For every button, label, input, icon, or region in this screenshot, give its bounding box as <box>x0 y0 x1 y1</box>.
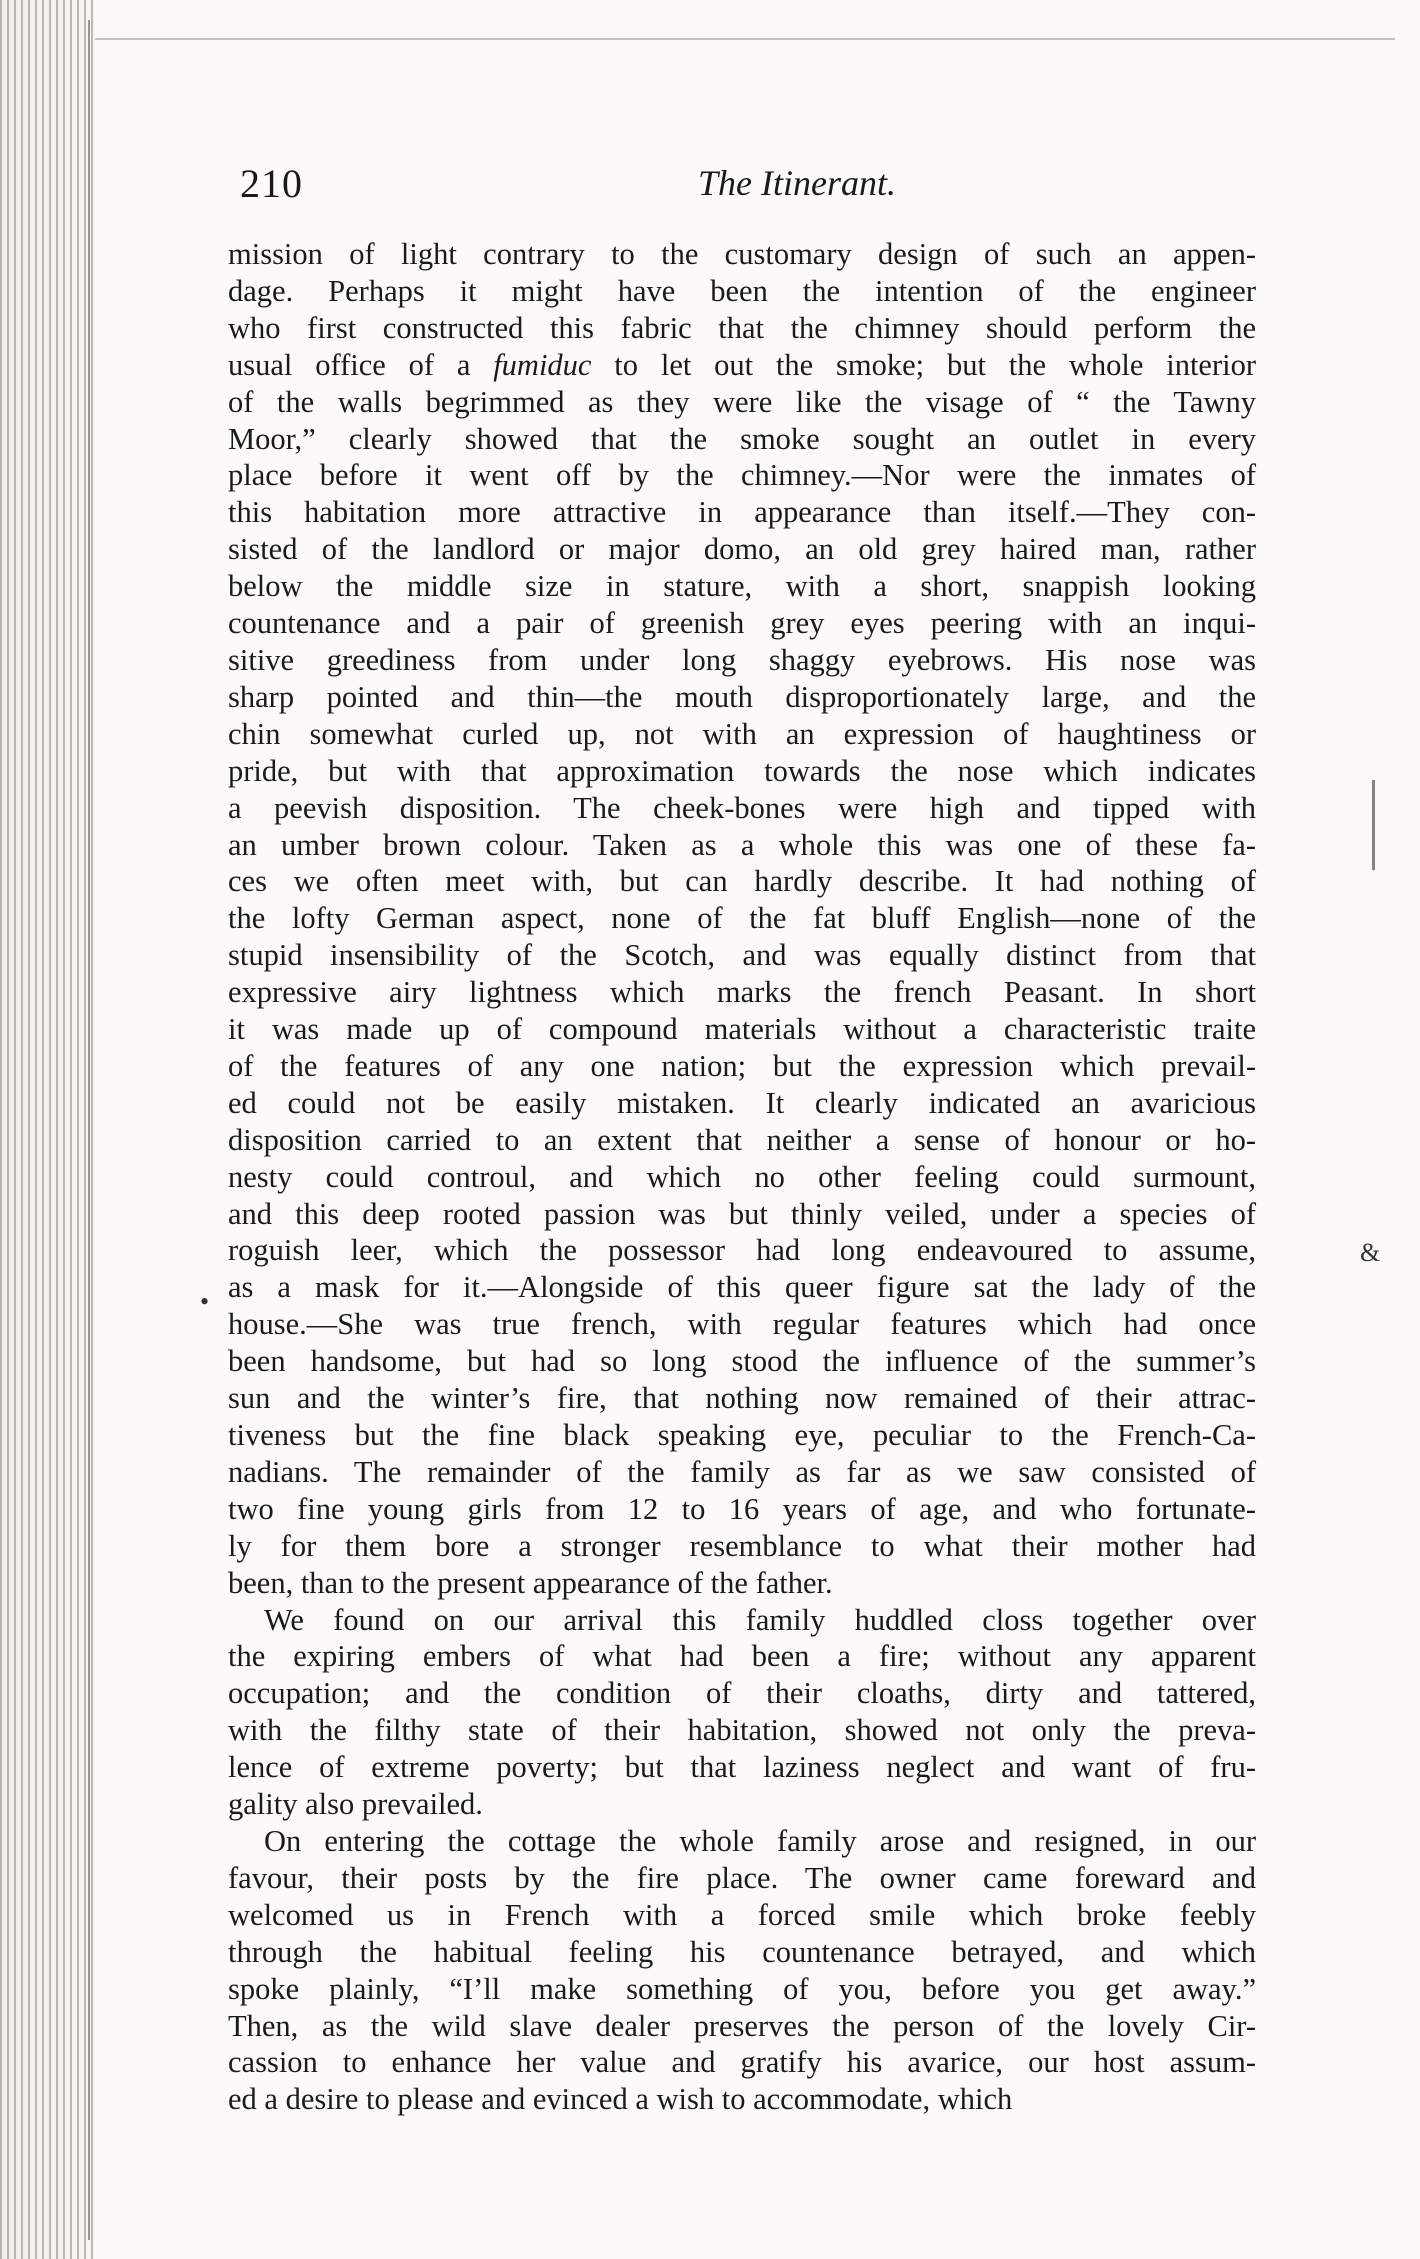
text-line: countenance and a pair of greenish grey eyes peering with an inqui- <box>228 606 1256 641</box>
text-line: roguish leer, which the possessor had long endeavoured to assume, <box>228 1233 1256 1268</box>
page-top-edge <box>95 38 1395 40</box>
text-line: sisted of the landlord or major domo, an old grey haired man, rather <box>228 532 1256 567</box>
text-line: sitive greediness from under long shaggy eyebrows. His nose was <box>228 642 1256 677</box>
text-line: spoke plainly, “I’ll make something of you, before you get away.” <box>228 1971 1256 2006</box>
page-number: 210 <box>240 161 303 206</box>
text-line: place before it went off by the chimney.—Nor were the inmates of <box>228 458 1256 493</box>
text-line: usual office of a fumiduc to let out the smoke; but the whole interior <box>228 347 1257 382</box>
text-line: as a mask for it.—Alongside of this queer figure sat the lady of the <box>228 1270 1256 1305</box>
text-line: occupation; and the condition of their cloaths, dirty and tattered, <box>228 1676 1256 1711</box>
text-line: welcomed us in French with a forced smile which broke feebly <box>228 1897 1256 1932</box>
text-line: lence of extreme poverty; but that laziness neglect and want of fru- <box>228 1750 1256 1785</box>
paragraph-3 <box>228 1823 1256 2118</box>
text-line: cassion to enhance her value and gratify his avarice, our host assum- <box>228 2045 1256 2080</box>
text-line: house.—She was true french, with regular features which had once <box>228 1307 1256 1342</box>
text-line: pride, but with that approximation towards the nose which indicates <box>228 753 1256 788</box>
margin-annotation-ampersand: & <box>1360 1238 1381 1267</box>
paragraph-1 <box>228 236 1256 1602</box>
text-line: gality also prevailed. <box>228 1787 483 1822</box>
text-line: sun and the winter’s fire, that nothing now remained of their attrac- <box>228 1381 1256 1416</box>
text-line: ed could not be easily mistaken. It clearly indicated an avaricious <box>228 1085 1256 1120</box>
running-title: The Itinerant. <box>698 163 896 203</box>
text-line: tiveness but the fine black speaking eye, peculiar to the French-Ca- <box>228 1418 1256 1452</box>
text-line: an umber brown colour. Taken as a whole this was one of these fa- <box>228 827 1256 862</box>
page-header <box>240 160 1260 210</box>
text-line: ly for them bore a stronger resemblance to what their mother had <box>228 1528 1256 1563</box>
text-line: through the habitual feeling his countenance betrayed, and which <box>228 1934 1256 1969</box>
text-line: this habitation more attractive in appearance than itself.—They con- <box>228 495 1256 530</box>
text-line: been handsome, but had so long stood the influence of the summer’s <box>228 1344 1256 1379</box>
text-line: ces we often meet with, but can hardly describe. It had nothing of <box>228 864 1256 899</box>
text-line: been, than to the present appearance of the father. <box>228 1565 833 1600</box>
text-line: the lofty German aspect, none of the fat bluff English—none of the <box>228 901 1256 936</box>
text-line: of the walls begrimmed as they were like the visage of “ the Tawny <box>228 384 1256 419</box>
text-line: with the filthy state of their habitation, showed not only the preva- <box>228 1713 1256 1748</box>
text-line: Then, as the wild slave dealer preserves the person of the lovely Cir- <box>228 2008 1256 2043</box>
text-line: who first constructed this fabric that the chimney should perform the <box>228 310 1256 345</box>
text-line: nadians. The remainder of the family as far as we saw consisted of <box>228 1454 1256 1489</box>
margin-annotation-dot: • <box>200 1287 210 1316</box>
text-line: dage. Perhaps it might have been the intention of the engineer <box>228 273 1256 308</box>
book-binding-edge <box>0 0 95 2259</box>
text-line: it was made up of compound materials without a characteristic traite <box>228 1012 1256 1047</box>
text-line: and this deep rooted passion was but thinly veiled, under a species of <box>228 1196 1256 1231</box>
text-line: a peevish disposition. The cheek-bones were high and tipped with <box>228 790 1256 825</box>
text-line: chin somewhat curled up, not with an expression of haughtiness or <box>228 716 1256 751</box>
margin-annotation-bar <box>1372 780 1375 870</box>
text-line: of the features of any one nation; but the expression which prevail- <box>228 1048 1256 1083</box>
text-line: We found on our arrival this family huddled closs together over <box>264 1602 1256 1637</box>
paragraph-2 <box>228 1602 1256 1823</box>
text-line: Moor,” clearly showed that the smoke sought an outlet in every <box>228 421 1256 456</box>
text-line: favour, their posts by the fire place. The owner came foreward and <box>228 1860 1256 1895</box>
text-line: mission of light contrary to the customary design of such an appen- <box>228 237 1256 271</box>
text-line: nesty could controul, and which no other feeling could surmount, <box>228 1159 1256 1194</box>
text-line: disposition carried to an extent that neither a sense of honour or ho- <box>228 1122 1256 1157</box>
binding-gutter-line <box>88 20 90 2240</box>
text-line: On entering the cottage the whole family arose and resigned, in our <box>264 1823 1256 1858</box>
text-line: sharp pointed and thin—the mouth disproportionately large, and the <box>228 679 1256 714</box>
text-line: stupid insensibility of the Scotch, and was equally distinct from that <box>228 938 1256 973</box>
text-line: the expiring embers of what had been a fire; without any apparent <box>228 1639 1256 1674</box>
text-line: below the middle size in stature, with a short, snappish looking <box>228 569 1256 604</box>
text-line: expressive airy lightness which marks the french Peasant. In short <box>228 975 1256 1010</box>
body-text <box>228 236 1256 2118</box>
text-line: ed a desire to please and evinced a wish to accommodate, which <box>228 2082 1013 2117</box>
text-line: two fine young girls from 12 to 16 years of age, and who fortunate- <box>228 1491 1256 1526</box>
